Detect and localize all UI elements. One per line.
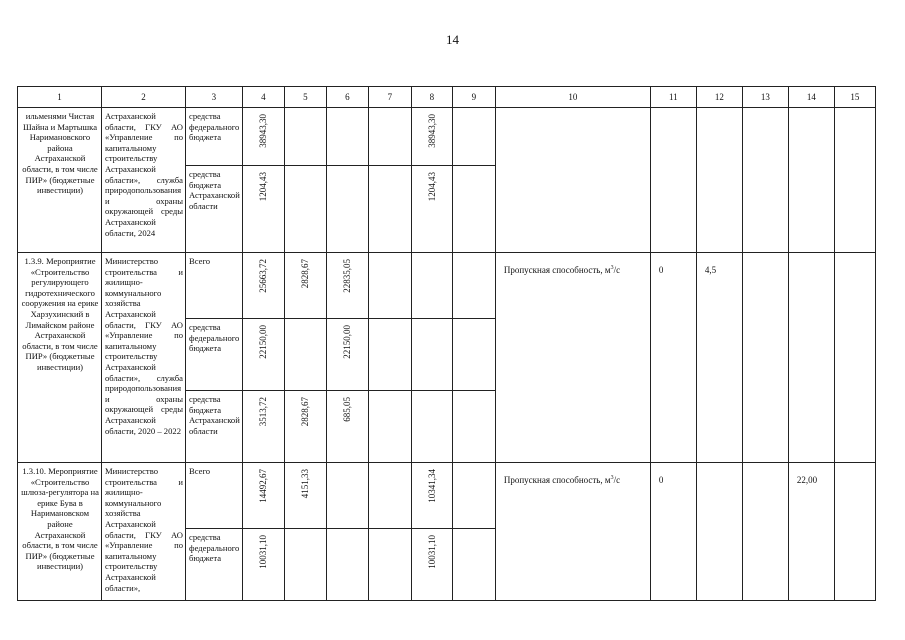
- funding-source-cell: [186, 391, 243, 463]
- indicator-cell: [495, 108, 650, 253]
- col-header: 10: [495, 87, 650, 108]
- funding-source-cell: [186, 166, 243, 253]
- value-cell: [284, 463, 326, 529]
- value-cell: [452, 108, 495, 166]
- funding-source-cell: [186, 108, 243, 166]
- indicator-value-cell: [834, 108, 875, 253]
- value-cell: [326, 253, 368, 319]
- value-cell: [242, 253, 284, 319]
- executor-cell: [102, 253, 186, 463]
- table-row: [18, 253, 876, 319]
- value-cell: [411, 166, 452, 253]
- col-header: 1: [18, 87, 102, 108]
- indicator-base-value: 0: [658, 475, 664, 485]
- value-col6: 22150,00: [342, 325, 353, 359]
- value-total: 25663,72: [258, 259, 269, 293]
- indicator-value-cell: [696, 108, 742, 253]
- value-cell: [452, 391, 495, 463]
- value-cell: [284, 529, 326, 601]
- indicator-cell: [495, 253, 650, 463]
- col-header: 7: [368, 87, 411, 108]
- page-number: 14: [446, 32, 459, 47]
- indicator-name: Пропускная способность, $м^3/с$: [503, 265, 621, 275]
- value-cell: [411, 529, 452, 601]
- value-cell: [284, 319, 326, 391]
- funding-source: Всего: [189, 466, 211, 476]
- value-cell: [326, 391, 368, 463]
- funding-source-cell: [186, 463, 243, 529]
- indicator-value-cell: [834, 253, 875, 463]
- value-cell: [452, 463, 495, 529]
- indicator-value-cell: [742, 108, 788, 253]
- indicator-value-cell: [696, 253, 742, 463]
- funding-source: Всего: [189, 256, 211, 266]
- value-cell: [452, 253, 495, 319]
- col-header: 5: [284, 87, 326, 108]
- indicator-value-cell: [650, 108, 696, 253]
- measure-name-cell: [18, 463, 102, 601]
- funding-source-cell: [186, 253, 243, 319]
- col-header: 2: [102, 87, 186, 108]
- value-cell: [284, 391, 326, 463]
- value-cell: [326, 166, 368, 253]
- value-cell: [284, 166, 326, 253]
- value-col5: 2828,67: [300, 259, 311, 289]
- measure-name-cell: [18, 108, 102, 253]
- measure-name: 1.3.9. Мероприятие «Строительство регулирующего гидротехнического сооружения на ерике Харзухинский в Лимайском районе Астраханской области, в том числе ПИР» (бюджетные инвестиции): [21, 256, 99, 372]
- value-cell: [284, 108, 326, 166]
- value-col6: 685,05: [342, 397, 353, 422]
- value-cell: [242, 391, 284, 463]
- value-total: 10031,10: [258, 535, 269, 569]
- value-col8: 38943,30: [426, 114, 437, 148]
- value-cell: [452, 529, 495, 601]
- col-header: 15: [834, 87, 875, 108]
- column-number-row: [18, 87, 876, 108]
- indicator-value-cell: [742, 463, 788, 601]
- value-cell: [452, 319, 495, 391]
- indicator-cell: [495, 463, 650, 601]
- value-cell: [284, 253, 326, 319]
- value-cell: [368, 391, 411, 463]
- indicator-value-cell: [696, 463, 742, 601]
- col-header: 12: [696, 87, 742, 108]
- value-total: 14492,67: [258, 469, 269, 503]
- indicator-value-cell: [834, 463, 875, 601]
- indicator-value-cell: [788, 463, 834, 601]
- value-col5: 2828,67: [300, 397, 311, 427]
- value-cell: [326, 529, 368, 601]
- value-col5: 4151,33: [300, 469, 311, 499]
- col-header: 4: [242, 87, 284, 108]
- value-cell: [242, 463, 284, 529]
- value-cell: [368, 529, 411, 601]
- measure-name: ильменями Чистая Шайна и Мартышка Наримановского района Астраханской области, в том числе ПИР» (бюджетные инвестиции): [22, 111, 98, 196]
- value-total: 3513,72: [258, 397, 269, 427]
- funding-source-cell: [186, 319, 243, 391]
- value-cell: [326, 319, 368, 391]
- indicator-target-value: 22,00: [796, 475, 818, 485]
- col-header: 6: [326, 87, 368, 108]
- indicator-target-value: 4,5: [704, 265, 717, 275]
- value-cell: [411, 253, 452, 319]
- funding-source: средства федерального бюджета: [189, 111, 240, 143]
- value-cell: [242, 108, 284, 166]
- col-header: 3: [186, 87, 243, 108]
- executor-text: Министерство строительства и жилищно-коммунального хозяйства Астраханской области, ГКУ АО «Управление по капитальному строительству Астраханской области», служба природопользования и охраны окружающей среды Астраханской области, 2020 – 2022: [105, 256, 183, 436]
- value-total: 22150,00: [258, 325, 269, 359]
- col-header: 9: [452, 87, 495, 108]
- table-row: [18, 463, 876, 529]
- value-total: 1204,43: [258, 172, 269, 202]
- indicator-value-cell: [788, 253, 834, 463]
- value-cell: [242, 319, 284, 391]
- value-cell: [368, 463, 411, 529]
- value-col8: 1204,43: [426, 172, 437, 202]
- indicator-base-value: 0: [658, 265, 664, 275]
- value-cell: [368, 108, 411, 166]
- funding-source: средства бюджета Астраханской области: [189, 169, 240, 211]
- col-header: 8: [411, 87, 452, 108]
- value-cell: [326, 463, 368, 529]
- value-cell: [368, 166, 411, 253]
- value-cell: [411, 319, 452, 391]
- indicator-name: Пропускная способность, $м^3/с$: [503, 475, 621, 485]
- col-header: 13: [742, 87, 788, 108]
- col-header: 11: [650, 87, 696, 108]
- table-row: [18, 108, 876, 166]
- executor-text: Астраханской области, ГКУ АО «Управление по капитальному строительству Астраханской области», служба природопользования и охраны окружающей среды Астраханской области, 2024: [105, 111, 183, 238]
- indicator-value-cell: [650, 253, 696, 463]
- indicator-value-cell: [650, 463, 696, 601]
- value-cell: [411, 391, 452, 463]
- executor-cell: [102, 463, 186, 601]
- value-cell: [242, 166, 284, 253]
- funding-source-cell: [186, 529, 243, 601]
- executor-cell: [102, 108, 186, 253]
- program-table: [17, 86, 876, 601]
- funding-source: средства федерального бюджета: [189, 322, 240, 354]
- indicator-value-cell: [788, 108, 834, 253]
- value-cell: [411, 463, 452, 529]
- value-col8: 10341,34: [426, 469, 437, 503]
- value-cell: [368, 253, 411, 319]
- col-header: 14: [788, 87, 834, 108]
- value-cell: [411, 108, 452, 166]
- value-cell: [242, 529, 284, 601]
- funding-source: средства бюджета Астраханской области: [189, 394, 240, 436]
- funding-source: средства федерального бюджета: [189, 532, 240, 564]
- indicator-value-cell: [742, 253, 788, 463]
- value-col8: 10031,10: [426, 535, 437, 569]
- value-col6: 22835,05: [342, 259, 353, 293]
- value-cell: [452, 166, 495, 253]
- value-cell: [326, 108, 368, 166]
- executor-text: Министерство строительства и жилищно-коммунального хозяйства Астраханской области, ГКУ АО «Управление по капитальному строительству Астраханской области»,: [105, 466, 183, 593]
- measure-name: 1.3.10. Мероприятие «Строительство шлюза-регулятора на ерике Бува в Наримановском районе Астраханской области, в том числе ПИР» (бюджетные инвестиции): [21, 466, 99, 572]
- value-total: 38943,30: [258, 114, 269, 148]
- value-cell: [368, 319, 411, 391]
- measure-name-cell: [18, 253, 102, 463]
